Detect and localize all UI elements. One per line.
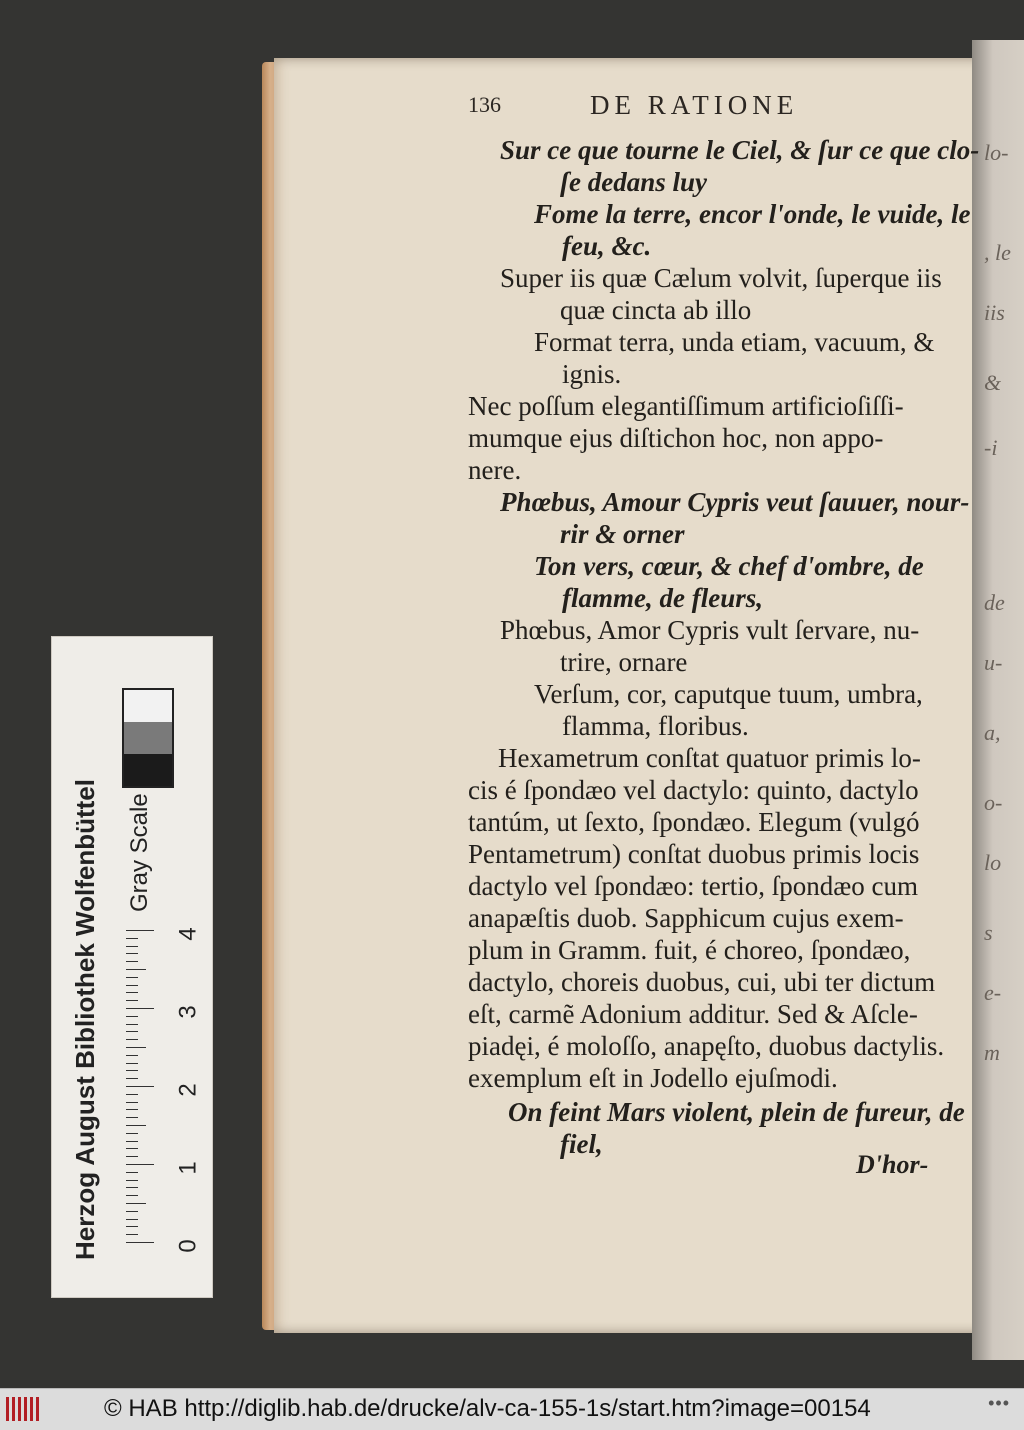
ruler-tick [126,1234,138,1235]
text-line: dactylo, choreis duobus, cui, ubi ter dictum [468,967,936,997]
ruler-tick [126,1031,138,1032]
text-line: Fome la terre, encor l'onde, le vuide, le [534,199,971,229]
ruler-tick [126,977,138,978]
ruler-tick [126,1024,138,1025]
ruler-tick [126,1094,138,1095]
ruler-tick [126,1164,154,1165]
text-line: Hexametrum conſtat quatuor primis lo- [498,743,921,773]
ruler-tick [126,946,138,947]
ruler-tick [126,1117,138,1118]
text-line: Pentametrum) conſtat duobus primis locis [468,839,920,869]
text-line: Verſum, cor, caputque tuum, umbra, [534,679,923,709]
text-line: On feint Mars violent, plein de fureur, de [508,1097,965,1127]
text-line: fiel, [560,1129,603,1159]
ruler-number: 2 [174,1083,202,1097]
ruler-tick [126,1102,138,1103]
ruler-tick [126,1219,138,1220]
ruler-tick [126,1039,138,1040]
footer-bar [0,1388,1024,1430]
page-number: 136 [468,92,501,117]
ruler-tick [126,1211,138,1212]
ruler-institution-label: Herzog August Bibliothek Wolfenbüttel [70,779,100,1260]
ruler-tick [126,1047,146,1048]
text-line: Nec poſſum elegantiſſimum artificioſiſſi- [468,391,904,421]
ruler-ticks [126,930,156,1250]
ruler-tick [126,1125,146,1126]
ruler-tick [126,985,138,986]
ruler-tick [126,1203,146,1204]
text-line: tantúm, ut ſexto, ſpondæo. Elegum (vulgó [468,807,920,837]
ruler-number: 1 [174,1161,202,1175]
ruler-tick [126,1172,138,1173]
menu-icon[interactable]: ••• [988,1393,1010,1413]
ruler-tick [126,969,146,970]
text-line: mumque ejus diſtichon hoc, non appo- [468,423,884,453]
ruler-tick [126,938,138,939]
ruler-tick [126,1242,154,1243]
ruler-tick [126,1008,154,1009]
grayscale-swatches [122,688,174,788]
text-line: cis é ſpondæo vel dactylo: quinto, dactylo [468,775,919,805]
text-line: flamma, floribus. [562,711,749,741]
text-line: Phœbus, Amour Cypris veut ſauuer, nour- [500,487,970,517]
ruler-tick [126,1016,138,1017]
ruler-tick [126,1187,138,1188]
ruler-tick [126,1180,138,1181]
ruler-tick [126,1156,138,1157]
text-line: Ton vers, cœur, & chef d'ombre, de [534,551,924,581]
running-title: DE RATIONE [590,90,799,120]
ruler-tick [126,1063,138,1064]
text-line: anapæſtis duob. Sapphicum cujus exem- [468,903,904,933]
text-line: rir & orner [560,519,685,549]
ruler-number: 4 [174,927,202,941]
text-line: quæ cincta ab illo [560,295,752,325]
text-line: exemplum eſt in Jodello ejuſmodi. [468,1063,838,1093]
text-line: trire, ornare [560,647,688,677]
ruler-tick [126,1055,138,1056]
text-line: piadęi, é moloſſo, anapęſto, duobus dactylis. [468,1031,945,1061]
text-line: feu, &c. [562,231,652,261]
ruler-tick [126,1109,138,1110]
text-line: ignis. [562,359,622,389]
running-header [468,90,868,128]
text-line: dactylo vel ſpondæo: tertio, ſpondæo cum [468,871,918,901]
ruler-tick [126,1078,138,1079]
text-line: ſe dedans luy [560,167,707,197]
ruler-tick [126,1086,154,1087]
ruler-tick [126,1000,138,1001]
footer-copyright-link[interactable]: © HAB http://diglib.hab.de/drucke/alv-ca-155-1s/start.htm?image=00154 [104,1395,871,1422]
facing-page-edge: lo- , le iis & -i de u- a, o- lo s e- m [972,40,1024,1360]
ruler-tick [126,992,138,993]
text-line: nere. [468,455,522,485]
text-line: plum in Gramm. fuit, é choreo, ſpondæo, [468,935,911,965]
text-line: Format terra, unda etiam, vacuum, & [534,327,935,357]
text-line: Phœbus, Amor Cypris vult ſervare, nu- [500,615,920,645]
ruler-tick [126,930,154,931]
ruler-tick [126,1226,138,1227]
ruler-tick [126,1195,138,1196]
ruler-tick [126,1141,138,1142]
text-line: flamme, de fleurs, [562,583,763,613]
ruler-tick [126,1133,138,1134]
text-line: Sur ce que tourne le Ciel, & ſur ce que clo- [500,135,980,165]
ruler-tick [126,1148,138,1149]
ruler-grayscale-label: Gray Scale [126,793,153,912]
ruler-tick [126,961,138,962]
text-line: Super iis quæ Cælum volvit, ſuperque iis [500,263,942,293]
ruler-tick [126,1070,138,1071]
text-line: eſt, carmẽ Adonium additur. Sed & Aſcle- [468,999,918,1029]
ruler-tick [126,953,138,954]
catchword: D'hor- [856,1150,929,1179]
ruler-number: 3 [174,1005,202,1019]
ruler-number: 0 [174,1239,202,1253]
hab-logo [6,1397,42,1421]
